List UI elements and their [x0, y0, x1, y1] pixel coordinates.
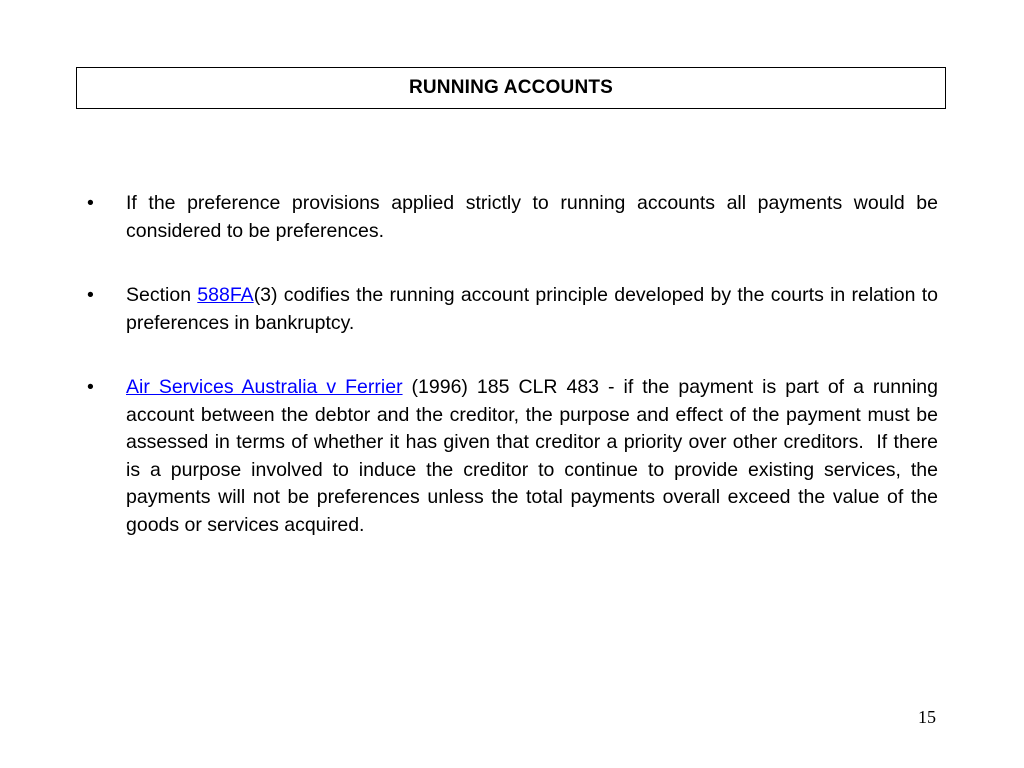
air-services-case-link[interactable]: Air Services Australia v Ferrier — [126, 376, 403, 398]
bullet-marker: • — [87, 284, 94, 306]
page-number: 15 — [918, 707, 936, 727]
bullet-item-air-services-case — [82, 374, 944, 539]
bullet-item-preference-provisions — [82, 190, 938, 245]
slide-title: RUNNING ACCOUNTS — [408, 77, 614, 98]
bullet-text-after-link: (1996) 185 CLR 483 - if the payment is part of a running account between the debtor and the creditor, the purpose and effect of the payment must be assessed in terms of whether it has given that creditor a priority over other creditors. If there is a purpose involved to induce the creditor to continue to provide existing services, the payments will not be preferences unless the total payments overall exceed the value of the goods or services acquired. — [126, 376, 944, 536]
bullet-text-before-link: Section — [126, 284, 198, 306]
bullet-list — [82, 190, 944, 576]
section-588fa-link[interactable]: 588FA — [197, 284, 254, 306]
bullet-text-after-link: (3) codifies the running account principle developed by the courts in relation to preferences in bankruptcy. — [126, 284, 938, 334]
bullet-marker: • — [87, 376, 94, 398]
bullet-marker: • — [87, 192, 94, 214]
bullet-text: If the preference provisions applied strictly to running accounts all payments would be considered to be preferences. — [126, 192, 938, 242]
bullet-item-section-588fa — [82, 282, 938, 337]
slide-title-box — [76, 67, 946, 109]
